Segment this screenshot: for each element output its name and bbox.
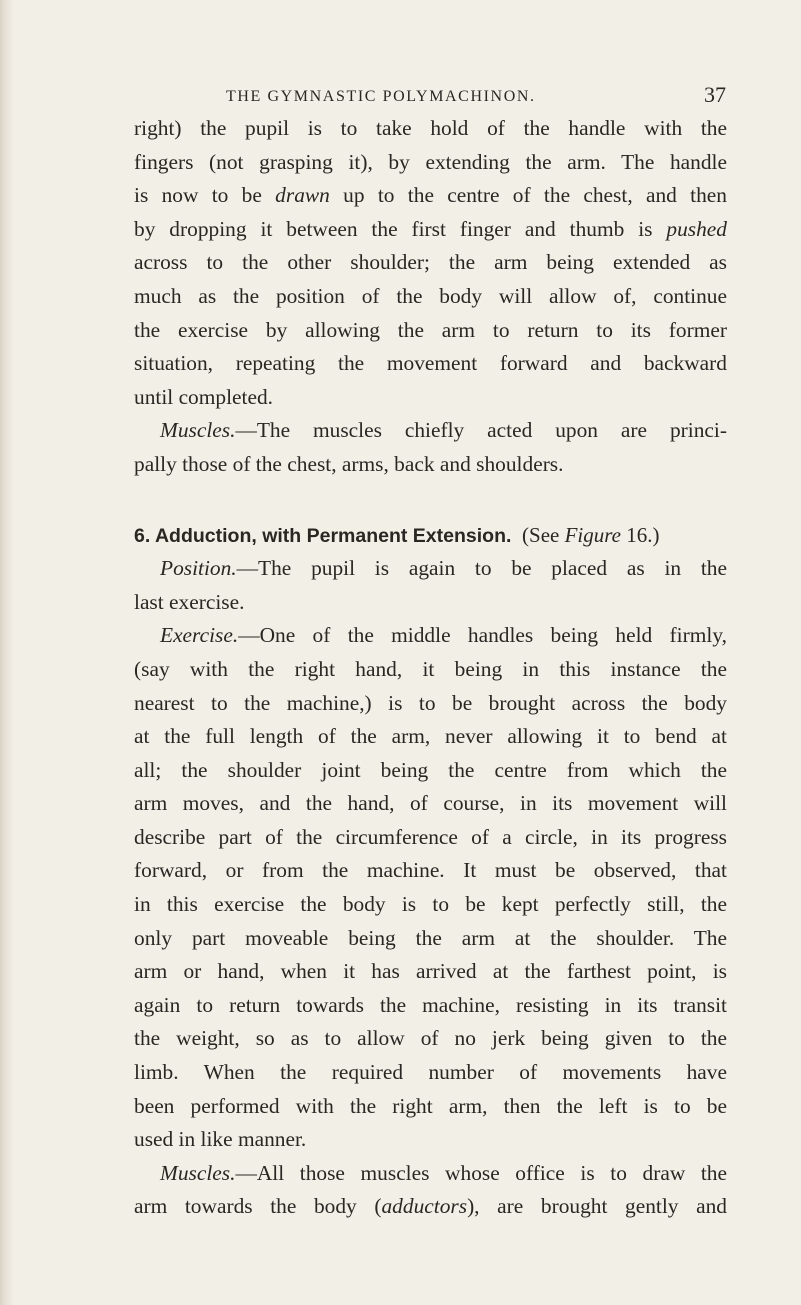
muscles-label: Muscles.: [160, 418, 236, 443]
text-line: by dropping it between the first finger and thumb is pushed: [134, 216, 727, 241]
text-line: situation, repeating the movement forward and backward: [134, 351, 727, 376]
text-line: last exercise.: [134, 589, 245, 614]
text-line: again to return towards the machine, resisting in its transit: [134, 992, 727, 1017]
emphasis-drawn: drawn: [275, 183, 330, 208]
text-line: Muscles.—The muscles chiefly acted upon are princi-: [160, 418, 727, 443]
text-line: limb. When the required number of movements have: [134, 1060, 727, 1085]
text-line: arm towards the body (adductors), are brought gently and: [134, 1194, 727, 1219]
text-line: fingers (not grasping it), by extending the arm. The handle: [134, 149, 727, 174]
emphasis-adductors: adductors: [381, 1194, 468, 1219]
section-heading: [134, 519, 727, 553]
text-line: been performed with the right arm, then the left is to be: [134, 1093, 727, 1118]
text-line: Exercise.—One of the middle handles being held firmly,: [160, 623, 727, 648]
section-title: 6. Adduction, with Permanent Extension.: [134, 524, 512, 547]
text-line: is now to be drawn up to the centre of the chest, and then: [134, 183, 727, 208]
text-line: until completed.: [134, 384, 274, 409]
emphasis-pushed: pushed: [666, 216, 727, 241]
text-line: nearest to the machine,) is to be brought across the body: [134, 690, 727, 715]
text-line: describe part of the circumference of a circle, in its progress: [134, 824, 727, 849]
text-line: Position.—The pupil is again to be placed as in the: [160, 556, 727, 581]
exercise-label: Exercise.: [160, 623, 239, 648]
text-line: forward, or from the machine. It must be observed, that: [134, 858, 727, 883]
text-line: in this exercise the body is to be kept perfectly still, the: [134, 892, 727, 917]
position-label: Position.: [160, 556, 237, 581]
text-line: all; the shoulder joint being the centre from which the: [134, 757, 727, 782]
text-line: used in like manner.: [134, 1127, 307, 1152]
exercise-paragraph: [134, 619, 727, 1157]
muscles-paragraph: [134, 414, 727, 481]
running-title: THE GYMNASTIC POLYMACHINON.: [226, 88, 536, 105]
text-line: (say with the right hand, it being in this instance the: [134, 656, 727, 681]
text-line: across to the other shoulder; the arm being extended as: [134, 250, 727, 275]
section-gap: [134, 482, 727, 519]
page-edge-shadow: [0, 0, 14, 1305]
text-line: at the full length of the arm, never allowing it to bend at: [134, 724, 727, 749]
body-text: [134, 112, 727, 1224]
paragraph-continuation: [134, 112, 727, 414]
text-line: pally those of the chest, arms, back and shoulders.: [134, 451, 564, 476]
figure-reference: (See Figure 16.): [522, 522, 660, 547]
text-line: right) the pupil is to take hold of the handle with the: [134, 116, 727, 140]
text-line: only part moveable being the arm at the shoulder. The: [134, 925, 727, 950]
text-line: much as the position of the body will allow of, continue: [134, 283, 727, 308]
muscles-paragraph: [134, 1157, 727, 1224]
text-line: arm or hand, when it has arrived at the farthest point, is: [134, 959, 727, 984]
page-number: 37: [704, 82, 726, 107]
text-line: the weight, so as to allow of no jerk being given to the: [134, 1026, 727, 1051]
text-line: arm moves, and the hand, of course, in its movement will: [134, 791, 727, 816]
text-line: the exercise by allowing the arm to return to its former: [134, 317, 727, 342]
text-line: Muscles.—All those muscles whose office is to draw the: [160, 1160, 727, 1185]
muscles-label: Muscles.: [160, 1160, 236, 1185]
position-paragraph: [134, 552, 727, 619]
